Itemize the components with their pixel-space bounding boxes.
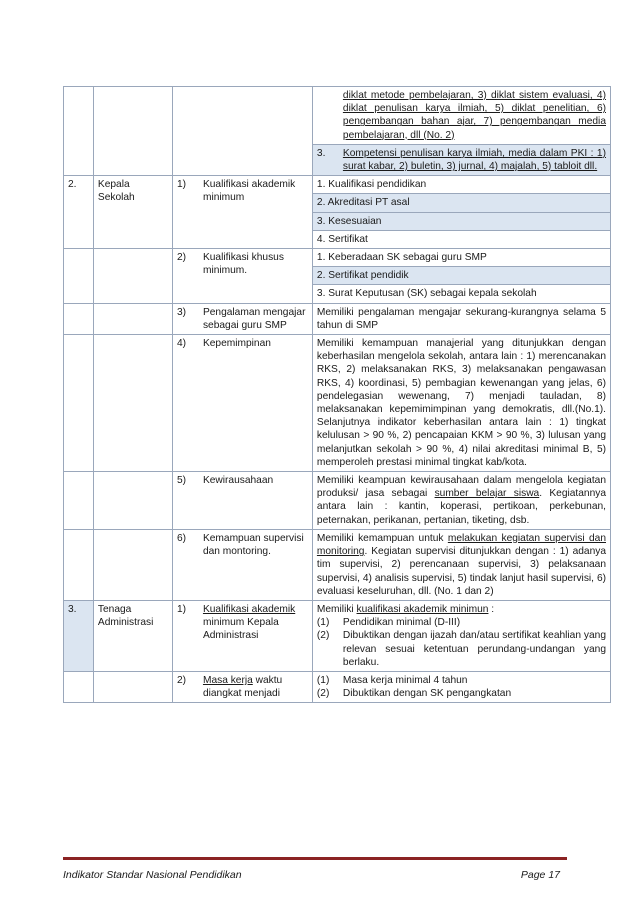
criteria-cell: Memiliki kualifikasi akademik minimun : (1) Pendidikan minimal (D-III) (2) Dibuktikan dengan ijazah dan/atau sertifikat keahlian yang relevan sesuai ketentuan perundang-undangan yang berlaku. [312,600,610,671]
sub-indicator: 1) Kualifikasi akademik minimum Kepala Administrasi [172,600,312,671]
table-row [64,249,611,304]
table-row [64,176,611,249]
sub-indicator: 1) Kualifikasi akademik minimum [172,176,312,249]
criteria-cell: Memiliki kemampuan untuk melakukan kegiatan supervisi dan monitoring. Kegiatan supervisi ditunjukkan dengan : 1) adanya tim supervisi, 2) perencanaan supervisi, 3) pelaksanaan supervisi, 4) analisis supervisi, 5) tindak lanjut hasil supervisi, 6) evaluasi keseluruhan, dll. (No. 1 dan 2) [312,529,610,600]
criteria-cell: Memiliki kemampuan manajerial yang ditunjukkan dengan keberhasilan mengelola sekolah, antara lain : 1) merencanakan RKS, 2) melaksanakan RKS, 3) melaksanakan pengawasan RKS, 4) koordinasi, 5) pembagian kewenangan yang jelas, 6) pendelegasian wewenang, 7) menjadi tauladan, 8) melaksanakan kepemimimpinan yang demokratis, dll.(No.1). Selanjutnya indikator keberhasilan antara lain : 1) tingkat kelulusan > 90 %, 2) pencapaian KKM > 90 %, 3) lulusan yang melanjutkan sekolah > 90 %, 4) nilai akreditasi minimal B, 5) memperoleh prestasi minimal tingkat kab/kota. [312,335,610,472]
list-item: 1. Keberadaan SK sebagai guru SMP [316,252,487,264]
table-row [64,529,611,600]
indicator-table [63,86,611,703]
list-item: 3. Kompetensi penulisan karya ilmiah, media dalam PKI : 1) surat kabar, 2) buletin, 3) jurnal, 4) majalah, 5) tabloit dll. [313,144,610,175]
criteria-cell [312,249,610,304]
sub-indicator: 5) Kewirausahaan [172,472,312,530]
table-row [64,600,611,671]
role-label: Tenaga Administrasi [93,600,172,671]
criteria-cell: Memiliki pengalaman mengajar sekurang-kurangnya selama 5 tahun di SMP [312,303,610,334]
table-row [64,335,611,472]
criteria-cell [312,176,610,249]
sub-indicator: 2) Kualifikasi khusus minimum. [172,249,312,304]
criteria-cell [312,87,610,176]
footer-divider [63,857,567,860]
list-item: (2) Dibuktikan dengan ijazah dan/atau sertifikat keahlian yang relevan sesuai ketentuan perundang-undangan yang berlaku. [316,630,606,668]
criteria-cell [312,671,610,702]
list-item: 2. Sertifikat pendidik [313,266,610,284]
list-item: (1) Pendidikan minimal (D-III) [316,617,461,629]
list-item: (2) Dibuktikan dengan SK pengangkatan [316,688,512,700]
role-label: Kepala Sekolah [93,176,172,249]
list-item: 2. Akreditasi PT asal [313,193,610,211]
row-number: 2. [64,176,94,249]
underlined-phrase: melakukan kegiatan supervisi dan monitoring [316,532,606,558]
row-number: 3. [64,600,94,671]
footer-title: Indikator Standar Nasional Pendidikan [63,869,242,881]
table-row [64,671,611,702]
list-item: 1. Kualifikasi pendidikan [316,179,427,191]
table-row [64,87,611,176]
list-item: 3. Kesesuaian [313,212,610,230]
sub-indicator: 3) Pengalaman mengajar sebagai guru SMP [172,303,312,334]
list-item: (1) Masa kerja minimal 4 tahun [316,674,468,686]
list-item: 3. Surat Keputusan (SK) sebagai kepala sekolah [313,284,610,302]
table-row [64,472,611,530]
table-row [64,303,611,334]
sub-indicator: 6) Kemampuan supervisi dan montoring. [172,529,312,600]
list-item: 4. Sertifikat [313,230,610,248]
continued-text: diklat metode pembelajaran, 3) diklat sistem evaluasi, 4) diklat penulisan karya ilmiah, 5) diklat penelitian, 6) pengembangan bahan ajar, 7) pengembangan media pembelajaran, dll (No. 2) [342,90,606,141]
criteria-cell: Memiliki keampuan kewirausahaan dalam mengelola kegiatan produksi/ jasa sebagai sumber belajar siswa. Kegiatannya antara lain : kantin, koperasi, pertikoan, perkebunan, peternakan, perikanan, pertanian, tiketing, dsb. [312,472,610,530]
sub-indicator: 2) Masa kerja waktu diangkat menjadi [172,671,312,702]
underlined-phrase: sumber belajar siswa [434,488,540,500]
sub-indicator: 4) Kepemimpinan [172,335,312,472]
page-number: Page 17 [520,869,560,881]
